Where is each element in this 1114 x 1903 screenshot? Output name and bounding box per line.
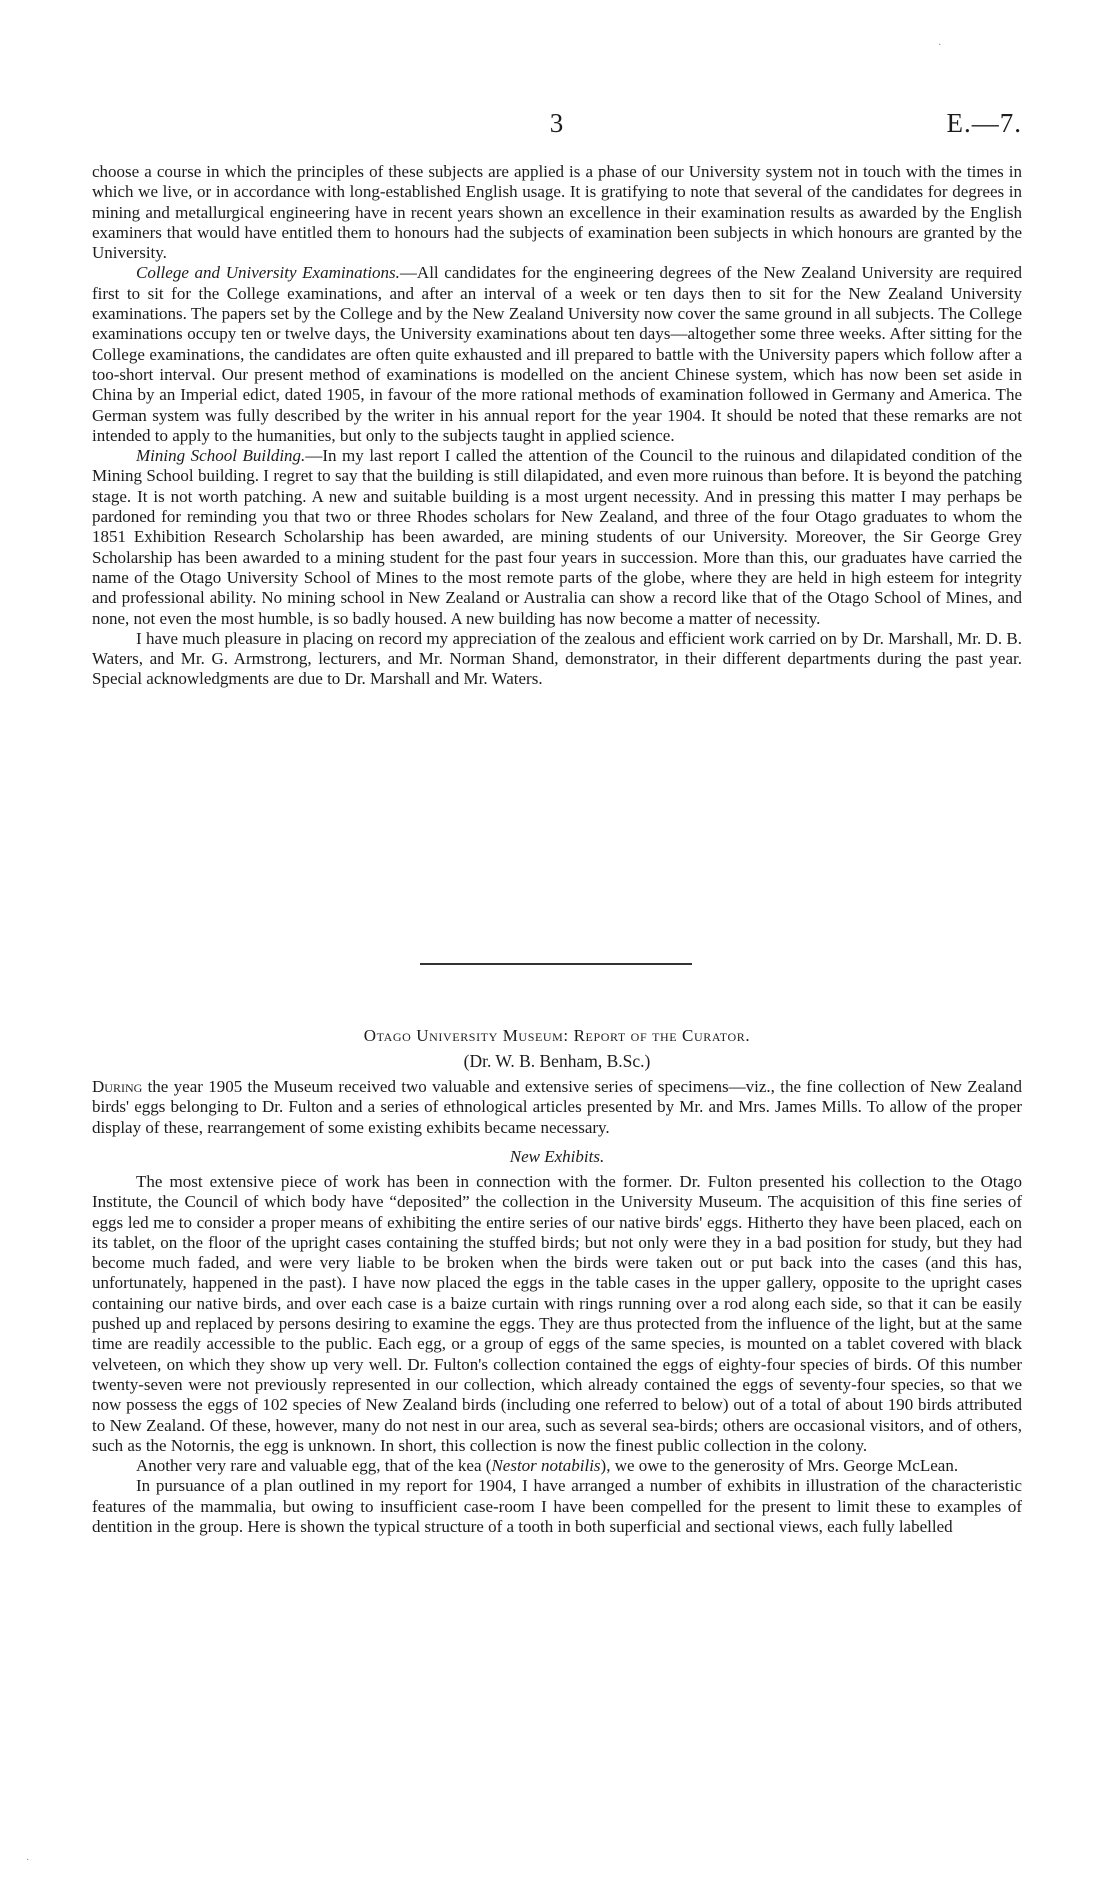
new-exhibits-heading: New Exhibits. — [509, 1147, 605, 1166]
species-name: Nestor notabilis — [491, 1456, 601, 1476]
document-code: E.—7. — [946, 108, 1022, 138]
intro-text: the year 1905 the Museum received two valuable and extensive series of specimens—viz., the fine collection of New Zealand birds' eggs belonging to Dr. Fulton and a series of ethnological articles presented by Mr. and Mrs. James Mills. To allow of the proper display of these, rearrangement of some existing exhibits became necessary. — [92, 1077, 1022, 1137]
paragraph-museum-intro — [92, 1077, 1022, 1138]
curator-name: (Dr. W. B. Benham, B.Sc.) — [463, 1051, 651, 1071]
page-number: 3 — [549, 108, 565, 138]
museum-report-title-text: Otago University Museum: Report of the Curator. — [363, 1026, 751, 1045]
paragraph-heading-examinations: College and University Examinations. — [136, 263, 400, 283]
museum-report-title — [92, 1026, 1022, 1046]
section-divider — [420, 963, 692, 965]
intro-lead-word: During — [92, 1077, 143, 1096]
paragraph-acknowledgments: I have much pleasure in placing on record my appreciation of the zealous and efficient work carried on by Dr. Marshall, Mr. D. B. Waters, and Mr. G. Armstrong, lecturers, and Mr. Norman Shand, demonstrator, in their different departments during the past year. Special acknowledgments are due to Dr. Marshall and Mr. Waters. — [92, 628, 1022, 689]
paragraph-eggs-collection: The most extensive piece of work has been in connection with the former. Dr. Fulton presented his collection to the Otago Institute, the Council of which body have “deposited” the collection in the University Museum. The acquisition of this fine series of eggs led me to consider a proper means of exhibiting the entire series of our native birds' eggs. Hitherto they have been placed, each on its tablet, on the floor of the upright cases containing the stuffed birds; but not only were they in a bad position for study, but they had become much faded, and were very liable to be broken when the birds were taken out or put back into the cases (and this has, unfortunately, happened in the past). I have now placed the eggs in the table cases in the upper gallery, opposite to the upright cases containing our native birds, and over each case is a baize curtain with rings running over a rod along each side, so that it can be easily pushed up and replaced by persons desiring to examine the eggs. They are thus protected from the influence of the light, but at the same time are readily accessible to the public. Each egg, or a group of eggs of the same species, is mounted on a tablet covered with black velveteen, on which they show up very well. Dr. Fulton's collection contained the eggs of eighty-four species of birds. Of this number twenty-seven were not previously represented in our collection, which already contained the eggs of seventy-four species, so that we now possess the eggs of 102 species of New Zealand birds (including one referred to below) out of a total of about 190 birds attributed to New Zealand. Of these, however, many do not nest in our area, such as several sea-birds; others are occasional visitors, and of others, such as the Notornis, the egg is unknown. In short, this collection is now the finest public collection in the colony. — [92, 1172, 1022, 1455]
paragraph-text-mining-school: —In my last report I called the attention of the Council to the ruinous and dilapidated condition of the Mining School building. I regret to say that the building is still dilapidated, and even more ruinous than before. It is beyond the patching stage. It is not worth patching. A new and suitable building is a most urgent necessity. And in pressing this matter I may perhaps be pardoned for reminding you that two or three Rhodes scholars for New Zealand, and three of the four Otago graduates to whom the 1851 Exhibition Research Scholarship has been awarded, are mining students of our University. Moreover, the Sir George Grey Scholarship has been awarded to a mining student for the past four years in succession. More than this, our graduates have carried the name of the Otago University School of Mines to the most remote parts of the globe, where they are held in high esteem for integrity and professional ability. No mining school in New Zealand or Australia can show a record like that of the Otago School of Mines, and none, not even the most humble, is so badly housed. A new building has now become a matter of necessity. — [92, 446, 1022, 628]
paragraph-continuation: choose a course in which the principles of these subjects are applied is a phase of our University system not in touch with the times in which we live, or in accordance with long-established English usage. It is gratifying to note that several of the candidates for degrees in mining and metallurgical engineering have in recent years shown an excellence in their examination results as awarded by the English examiners that would have entitled them to honours had the subjects of examination been subjects in which honours are granted by the University. — [92, 162, 1022, 263]
paragraph-examinations — [92, 263, 1022, 446]
paragraph-mammalia: In pursuance of a plan outlined in my report for 1904, I have arranged a number of exhibits in illustration of the characteristic features of the mammalia, but owing to insufficient case-room I have been compelled for the present to limit these to examples of dentition in the group. Here is shown the typical structure of a tooth in both superficial and sectional views, each fully labelled — [92, 1476, 1022, 1537]
paragraph-kea-egg — [92, 1456, 1022, 1476]
paragraph-text-examinations: —All candidates for the engineering degrees of the New Zealand University are required first to sit for the College examinations, and after an interval of a week or ten days then to sit for the New Zealand University examinations. The papers set by the College and by the New Zealand University now cover the same ground in all subjects. The College examinations occupy ten or twelve days, the University examinations about ten days—altogether some three weeks. After sitting for the College examinations, the candidates are often quite exhausted and ill prepared to battle with the University papers which follow after a too-short interval. Our present method of examinations is modelled on the ancient Chinese system, which has now been set aside in China by an Imperial edict, dated 1905, in favour of the more rational methods of examination followed in Germany and America. The German system was fully described by the writer in his annual report for the year 1904. It should be noted that these remarks are not intended to apply to the humanities, but only to the subjects taught in applied science. — [92, 263, 1022, 445]
paragraph-heading-mining-school: Mining School Building. — [136, 446, 306, 466]
mining-report-section — [92, 162, 1022, 690]
kea-text-before: Another very rare and valuable egg, that of the kea ( — [136, 1456, 492, 1476]
museum-intro-section — [92, 1077, 1022, 1138]
kea-text-after: ), we owe to the generosity of Mrs. George McLean. — [600, 1456, 959, 1476]
scan-speck: · — [938, 40, 942, 51]
running-head — [92, 108, 1022, 138]
new-exhibits-section — [92, 1172, 1022, 1537]
scan-speck: · — [26, 1855, 30, 1866]
paragraph-mining-school-building — [92, 446, 1022, 629]
